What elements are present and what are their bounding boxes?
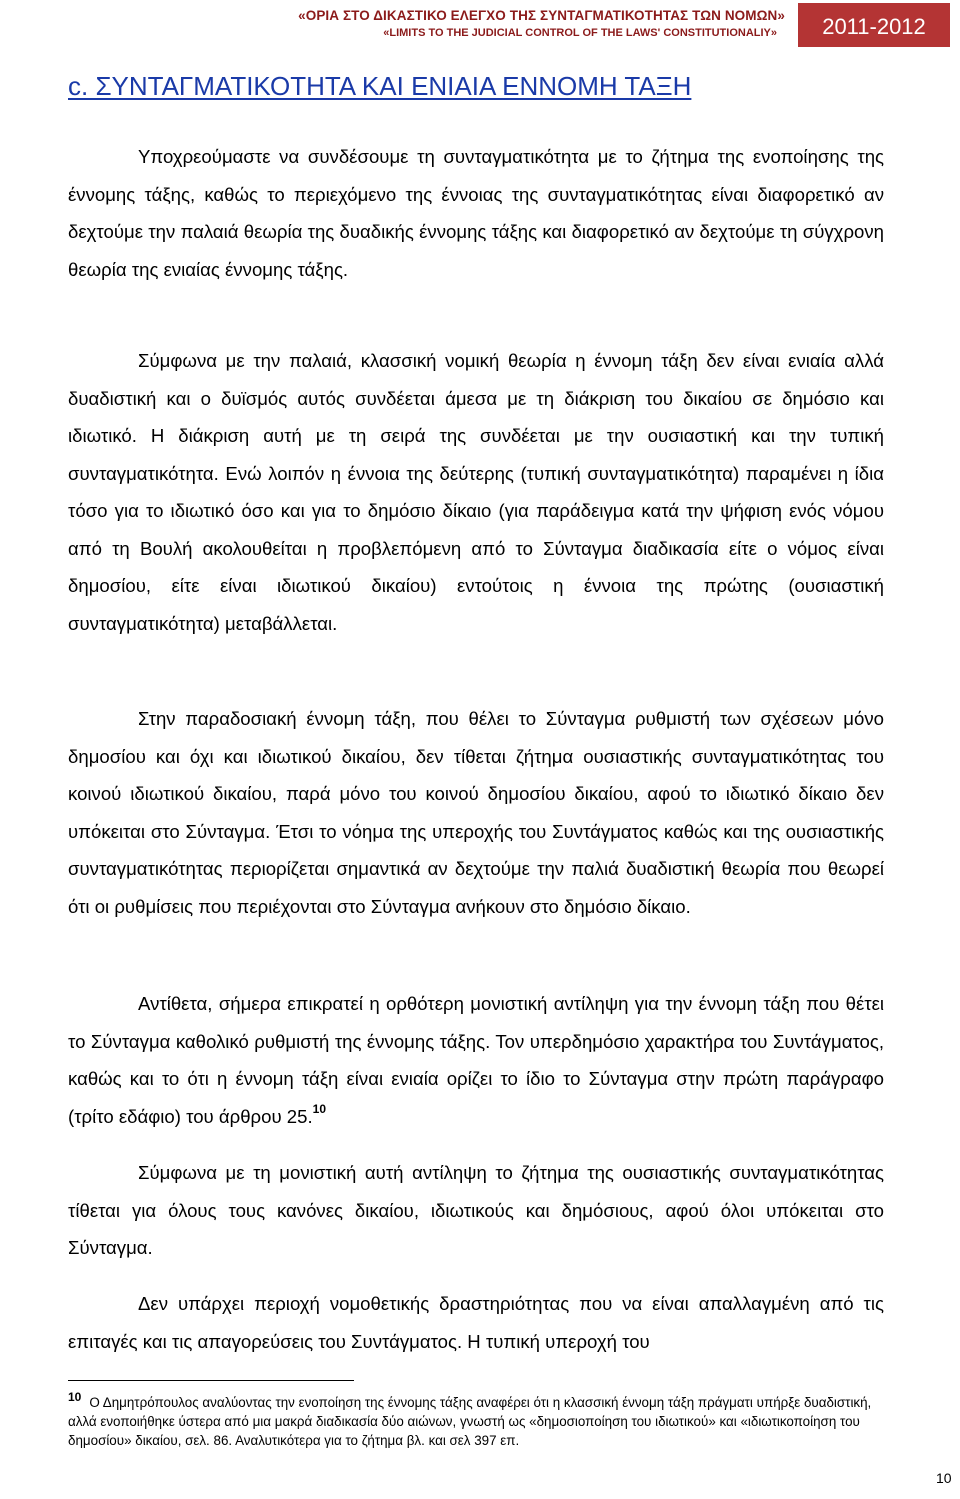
paragraph-2: Σύμφωνα με την παλαιά, κλασσική νομική θεωρία η έννομη τάξη δεν είναι ενιαία αλλά δυαδιστική και ο δυϊσμός αυτός συνδέεται άμεσα με τη διάκριση του δικαίου σε δημόσιο και ιδιωτικό. Η διάκριση αυτή με τη σειρά της συνδέεται με την ουσιαστική και την τυπική συνταγματικότητα. Ενώ λοιπόν η έννοια της δεύτερης (τυπική συνταγματικότητα) παραμένει η ίδια τόσο για το ιδιωτικό όσο και για το δημόσιο δίκαιο (για παράδειγμα κατά την ψήφιση ενός νόμου από τη Βουλή ακολουθείται η προβλεπόμενη από το Σύνταγμα διαδικασία είτε ο νόμος είναι δημοσίου, είτε είναι ιδιωτικού δικαίου) εντούτοις η έννοια της πρώτης (ουσιαστική συνταγματικότητα) μεταβάλλεται. [68,350,884,634]
page-number: 10 [936,1470,952,1486]
paragraph-1: Υποχρεούμαστε να συνδέσουμε τη συνταγματικότητα με το ζήτημα της ενοποίησης της έννομης τάξης, καθώς το περιεχόμενο της έννοιας της συνταγματικότητας είναι διαφορετικό αν δεχτούμε την παλαιά θεωρία της δυαδικής έννομης τάξης και διαφορετικό αν δεχτούμε τη σύγχρονη θεωρία της ενιαίας έννομης τάξης. [68,146,884,280]
year-badge: 2011-2012 [798,3,950,47]
paragraph-4 [68,985,884,1135]
paragraph-3: Στην παραδοσιακή έννομη τάξη, που θέλει το Σύνταγμα ρυθμιστή των σχέσεων μόνο δημοσίου και όχι και ιδιωτικού δικαίου, δεν τίθεται ζήτημα ουσιαστικής συνταγματικότητας του κοινού ιδιωτικού δικαίου, παρά μόνο του κοινού δημοσίου δικαίου, αφού το ιδιωτικό δίκαιο δεν υπόκειται στο Σύνταγμα. Έτσι το νόημα της υπεροχής του Συντάγματος καθώς και της ουσιαστικής συνταγματικότητας περιορίζεται σημαντικά αν δεχτούμε την παλιά δυαδιστική θεωρία που θεωρεί ότι οι ρυθμίσεις που περιέχονται στο Σύνταγμα ανήκουν στο δημόσιο δίκαιο. [68,708,884,917]
paragraph-5: Σύμφωνα με τη μονιστική αυτή αντίληψη το ζήτημα της ουσιαστικής συνταγματικότητας τίθεται για όλους τους κανόνες δικαίου, ιδιωτικούς και δημόσιους, αφού όλοι υπόκειται στο Σύνταγμα. [68,1162,884,1258]
footnote-reference[interactable]: 10 [312,1101,326,1116]
paragraph-4-text: Αντίθετα, σήμερα επικρατεί η ορθότερη μονιστική αντίληψη για την έννομη τάξη που θέτει το Σύνταγμα καθολικό ρυθμιστή της έννομης τάξης. Τον υπερδημόσιο χαρακτήρα του Συντάγματος, καθώς και το ότι η έννομη τάξη είναι ενιαία ορίζει το ίδιο το Σύνταγμα στην πρώτη παράγραφο (τρίτο εδάφιο) του άρθρου 25. [68,993,884,1127]
footnote [68,1390,886,1450]
section-title: c. ΣΥΝΤΑΓΜΑΤΙΚΟΤΗΤΑ ΚΑΙ ΕΝΙΑΙΑ ΕΝΝΟΜΗ ΤΑΞΗ [68,71,692,101]
footnote-number: 10 [68,1390,82,1404]
footnote-text: Ο Δημητρόπουλος αναλύοντας την ενοποίηση της έννομης τάξης αναφέρει ότι η κλασσική έννομη τάξη πράγματι υπήρξε δυαδιστική, αλλά ενοποιήθηκε ύστερα από μια μακρά διαδικασία δύο αιώνων, γνωστή ως «δημοσιοποίηση του ιδιωτικού» και «ιδιωτικοποίηση του δημοσίου» δικαίου, σελ. 86. Αναλυτικότερα για το ζήτημα βλ. και σελ 397 επ. [68,1395,872,1448]
header-title-english: «LIMITS TO THE JUDICIAL CONTROL OF THE LAWS' CONSTITUTIONALIY» [383,27,777,39]
footnote-separator [68,1380,354,1381]
header-title-greek: «ΟΡΙΑ ΣΤΟ ΔΙΚΑΣΤΙΚΟ ΕΛΕΓΧΟ ΤΗΣ ΣΥΝΤΑΓΜΑΤΙΚΟΤΗΤΑΣ ΤΩΝ ΝΟΜΩΝ» [298,8,785,23]
paragraph-6: Δεν υπάρχει περιοχή νομοθετικής δραστηριότητας που να είναι απαλλαγμένη από τις επιταγές και τις απαγορεύσεις του Συντάγματος. Η τυπική υπεροχή του [68,1293,884,1352]
